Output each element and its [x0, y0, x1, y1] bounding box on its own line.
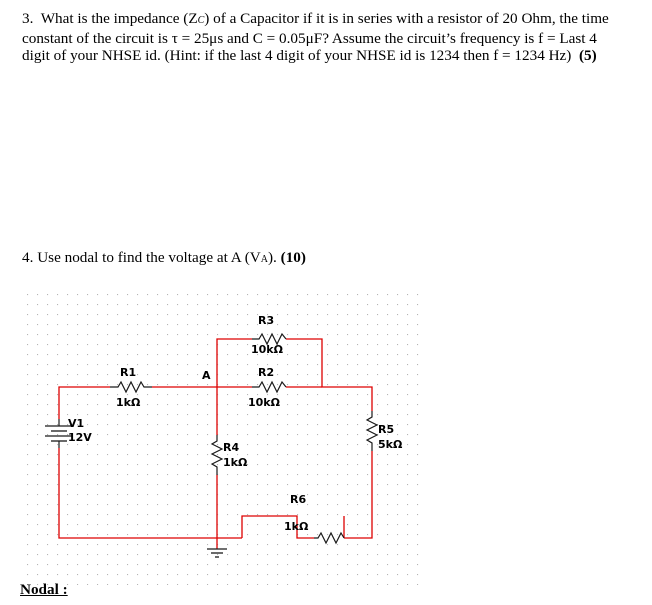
r3-name: R3: [258, 314, 275, 327]
node-a-label: A: [202, 369, 211, 382]
v1-value: 12V: [68, 431, 92, 444]
r1-value: 1kΩ: [116, 396, 141, 409]
nodal-label: Nodal :: [20, 581, 68, 598]
zc-subscript: C: [197, 15, 205, 26]
v1-name: V1: [68, 417, 85, 430]
r2-name: R2: [258, 366, 275, 379]
question-4: 4. Use nodal to find the voltage at A (VA). (10): [22, 249, 306, 266]
r4-value: 1kΩ: [223, 456, 248, 469]
r6-name: R6: [290, 493, 307, 506]
question-3: [22, 10, 637, 65]
r4-name: R4: [223, 441, 240, 454]
r5-value: 5kΩ: [378, 438, 403, 451]
question-3-points: (5): [578, 47, 597, 64]
question-3-line-3: digit of your NHSE id. (Hint: if the last 4 digit of your NHSE id is 1234 then f = 1234 Hz) (5): [22, 47, 597, 64]
question-3-line-1: 3. What is the impedance (ZC) of a Capacitor if it is in series with a resistor of 20 Ohm, the time: [22, 10, 609, 27]
r2-value: 10kΩ: [248, 396, 280, 409]
r6-value: 1kΩ: [284, 520, 309, 533]
circuit-diagram: [22, 289, 422, 585]
r3-value: 10kΩ: [251, 343, 283, 356]
r1-name: R1: [120, 366, 137, 379]
r5-name: R5: [378, 423, 395, 436]
va-subscript: A: [260, 254, 268, 265]
question-4-points: (10): [280, 249, 306, 266]
question-3-line-2: constant of the circuit is τ = 25μs and C = 0.05μF? Assume the circuit’s frequency is f = Last 4: [22, 29, 597, 47]
